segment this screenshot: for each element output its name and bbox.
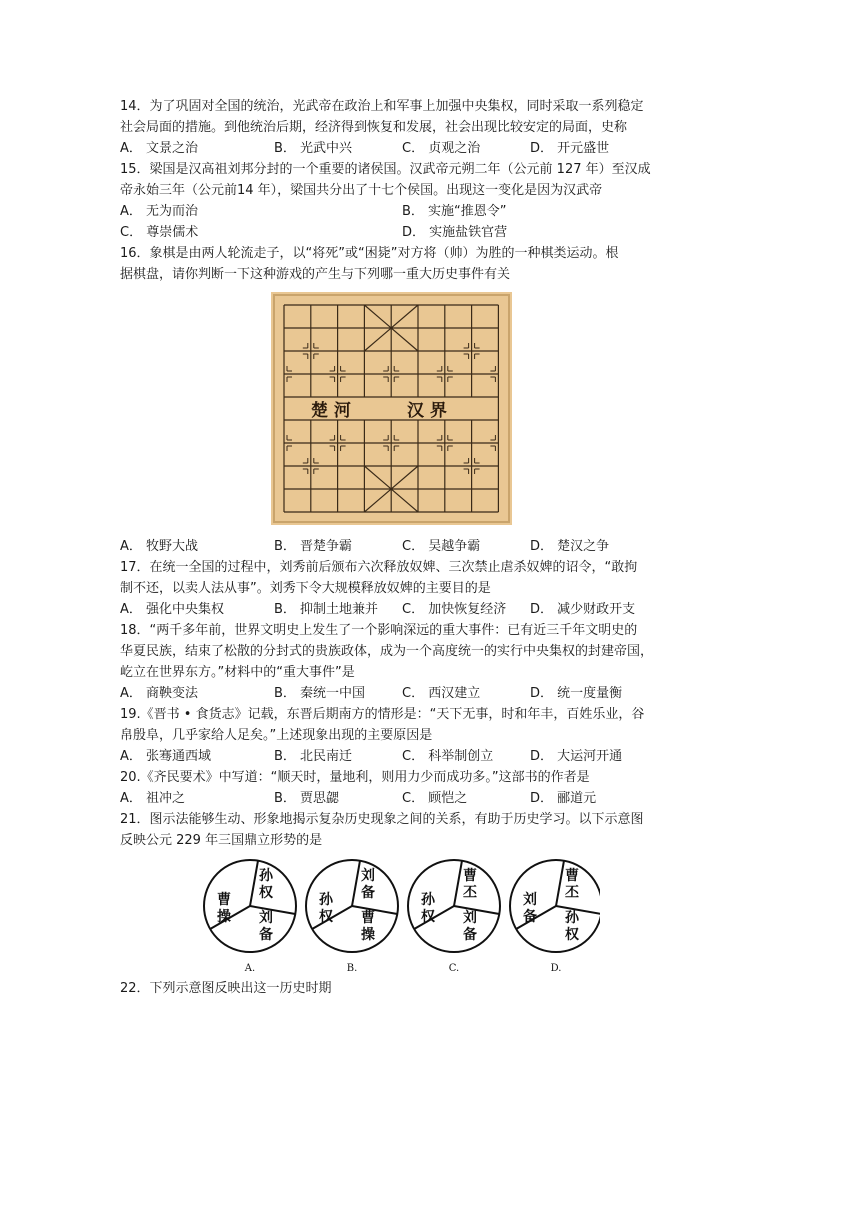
q20-option-c: C． 顾恺之 xyxy=(402,791,468,806)
pie-diagram-b xyxy=(306,860,398,974)
q16-stem-line-1: 16．象棋是由两人轮流走子，以“将死”或“困毙”对方将（帅）为胜的一种棋类运动。根 xyxy=(120,246,619,261)
q20-option-a: A． 祖冲之 xyxy=(120,791,186,806)
pie-top-label: 曹丕 xyxy=(565,868,579,901)
q14-option-c: C． 贞观之治 xyxy=(402,141,481,156)
pie-bottom-label: 曹操 xyxy=(361,910,375,943)
pie-diagram-a xyxy=(204,860,296,974)
pie-option-label: B. xyxy=(346,963,358,974)
q16-option-c: C． 吴越争霸 xyxy=(402,539,481,554)
q18-option-d: D． 统一度量衡 xyxy=(530,686,623,701)
q20-stem-line-1: 20.《齐民要术》中写道：“顺天时，量地利，则用力少而成功多。”这部书的作者是 xyxy=(120,770,590,785)
q15-stem-line-1: 15．梁国是汉高祖刘邦分封的一个重要的诸侯国。汉武帝元朔二年（公元前 127 年）至汉成 xyxy=(120,162,651,177)
pie-bottom-label: 孙权 xyxy=(565,910,579,943)
q19-option-b: B． 北民南迁 xyxy=(274,749,353,764)
chess-board-figure xyxy=(271,292,512,525)
q15-option-d: D． 实施盐铁官营 xyxy=(402,225,508,240)
q21-stem-line-2: 反映公元 229 年三国鼎立形势的是 xyxy=(120,833,323,848)
pie-top-label: 孙权 xyxy=(259,868,273,901)
q19-stem-line-2: 帛殷阜，几乎家给人足矣。”上述现象出现的主要原因是 xyxy=(120,728,433,743)
q15-stem-line-2: 帝永始三年（公元前14 年），梁国共分出了十七个侯国。出现这一变化是因为汉武帝 xyxy=(120,183,603,198)
q18-stem-line-2: 华夏民族，结束了松散的分封式的贵族政体，成为一个高度统一的实行中央集权的封建帝国， xyxy=(120,644,654,659)
q15-option-c: C． 尊崇儒术 xyxy=(120,225,199,240)
pie-diagram-c xyxy=(408,860,500,974)
q17-option-b: B． 抑制土地兼并 xyxy=(274,602,379,617)
q14-option-d: D． 开元盛世 xyxy=(530,141,610,156)
q14-option-b: B． 光武中兴 xyxy=(274,141,353,156)
q14-stem-line-1: 14．为了巩固对全国的统治，光武帝在政治上和军事上加强中央集权，同时采取一系列稳定 xyxy=(120,99,644,114)
q17-stem-line-2: 制不还，以卖人法从事”。刘秀下令大规模释放奴婢的主要目的是 xyxy=(120,581,491,596)
pie-top-label: 刘备 xyxy=(361,868,375,901)
pie-left-label: 孙权 xyxy=(319,892,333,925)
q18-stem-line-1: 18．“两千多年前，世界文明史上发生了一个影响深远的重大事件：已有近三千年文明史的 xyxy=(120,623,638,638)
q17-stem-line-1: 17．在统一全国的过程中，刘秀前后颁布六次释放奴婢、三次禁止虐杀奴婢的诏令，“敢拘 xyxy=(120,560,638,575)
pie-top-label: 曹丕 xyxy=(463,868,477,901)
pie-option-label: D. xyxy=(550,963,562,974)
q17-option-d: D． 减少财政开支 xyxy=(530,602,636,617)
three-kingdoms-pie-diagrams xyxy=(200,858,600,978)
pie-diagram-d xyxy=(510,860,600,974)
pie-bottom-label: 刘备 xyxy=(463,910,477,943)
board-river-text-right: 汉 界 xyxy=(407,401,447,421)
q21-stem-line-1: 21．图示法能够生动、形象地揭示复杂历史现象之间的关系，有助于历史学习。以下示意图 xyxy=(120,812,644,827)
pie-option-label: C. xyxy=(448,963,460,974)
q22-stem-line-1: 22．下列示意图反映出这一历史时期 xyxy=(120,981,332,996)
q18-option-a: A． 商鞅变法 xyxy=(120,686,199,701)
q19-stem-line-1: 19.《晋书 • 食货志》记载，东晋后期南方的情形是：“天下无事，时和年丰，百姓乐业，谷 xyxy=(120,707,645,722)
pie-option-label: A. xyxy=(244,963,256,974)
q19-option-d: D． 大运河开通 xyxy=(530,749,623,764)
q14-option-a: A． 文景之治 xyxy=(120,141,199,156)
board-river-text-left: 楚 河 xyxy=(311,401,351,421)
q18-option-c: C． 西汉建立 xyxy=(402,686,481,701)
q20-option-b: B． 贾思勰 xyxy=(274,791,340,806)
q14-stem-line-2: 社会局面的措施。到他统治后期，经济得到恢复和发展，社会出现比较安定的局面，史称 xyxy=(120,120,628,135)
q17-option-c: C． 加快恢复经济 xyxy=(402,602,507,617)
pie-left-label: 孙权 xyxy=(421,892,435,925)
q15-option-b: B． 实施“推恩令” xyxy=(402,204,507,219)
q16-stem-line-2: 据棋盘，请你判断一下这种游戏的产生与下列哪一重大历史事件有关 xyxy=(120,267,511,282)
q19-option-c: C． 科举制创立 xyxy=(402,749,494,764)
q16-option-b: B． 晋楚争霸 xyxy=(274,539,353,554)
q17-option-a: A． 强化中央集权 xyxy=(120,602,225,617)
q18-stem-line-3: 屹立在世界东方。”材料中的“重大事件”是 xyxy=(120,665,355,680)
q19-option-a: A． 张骞通西域 xyxy=(120,749,212,764)
q15-option-a: A． 无为而治 xyxy=(120,204,199,219)
pie-left-label: 刘备 xyxy=(523,892,537,925)
q16-option-d: D． 楚汉之争 xyxy=(530,539,610,554)
q16-option-a: A． 牧野大战 xyxy=(120,539,199,554)
pie-bottom-label: 刘备 xyxy=(259,910,273,943)
q20-option-d: D． 郦道元 xyxy=(530,791,597,806)
pie-left-label: 曹操 xyxy=(217,892,231,925)
q18-option-b: B． 秦统一中国 xyxy=(274,686,366,701)
